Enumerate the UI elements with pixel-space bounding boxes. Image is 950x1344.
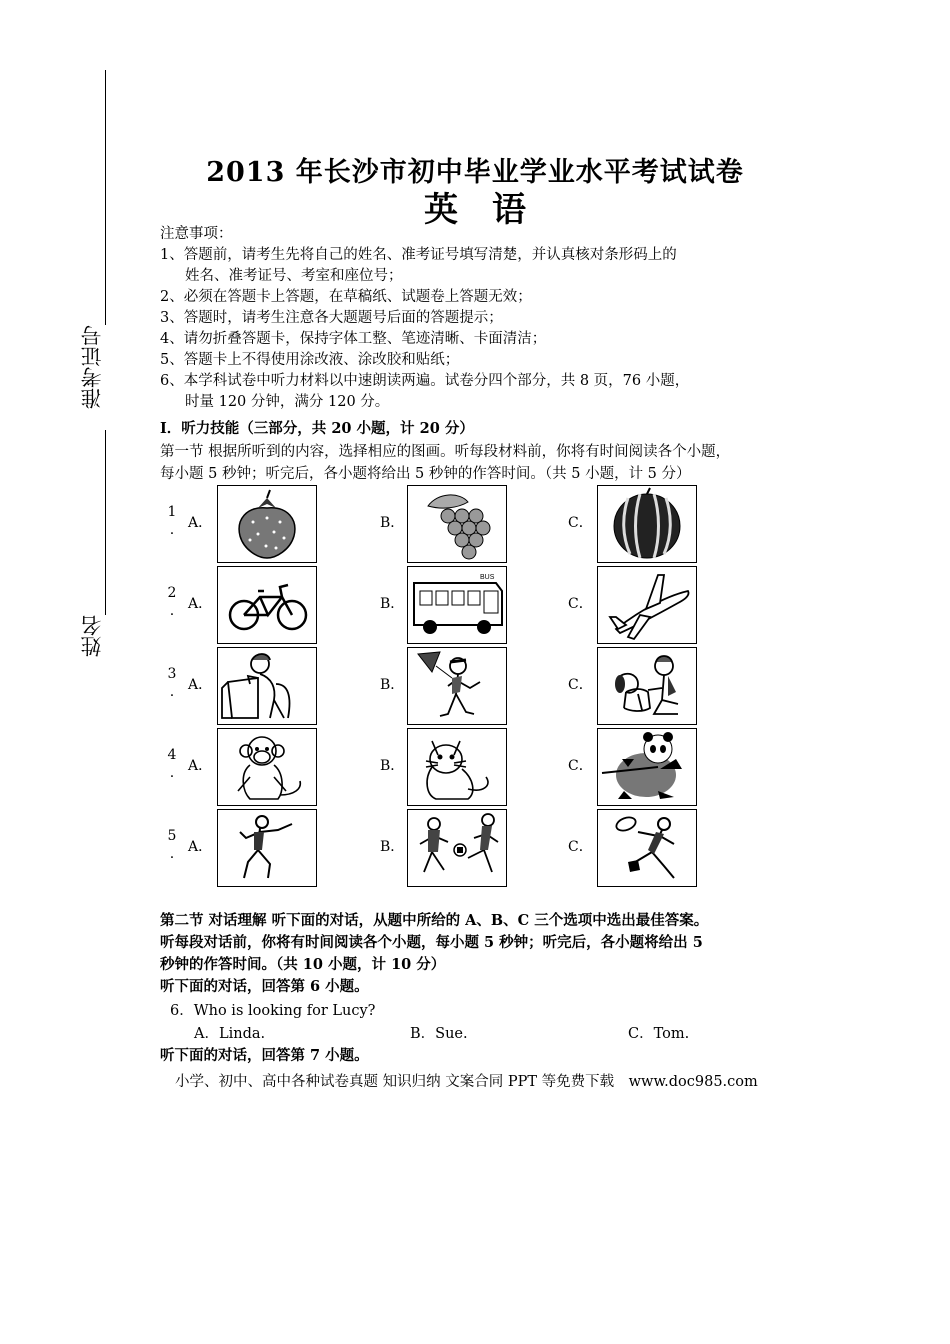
section2-line: 听每段对话前，你将有时间阅读各个小题，每小题 5 秒钟；听完后，各小题将给出 5: [160, 934, 703, 951]
question-6: 6．Who is looking for Lucy?: [170, 1003, 376, 1019]
monkey-icon: [218, 729, 316, 805]
airplane-icon: [598, 567, 696, 643]
rugby-icon: [598, 810, 696, 886]
question-6-option-c[interactable]: C．Tom.: [628, 1026, 690, 1042]
option-picture[interactable]: [407, 647, 507, 725]
subject-title: 英 语: [424, 190, 526, 230]
boy-writing-icon: [218, 648, 316, 724]
notice-block: [160, 224, 820, 413]
runner-icon: [218, 810, 316, 886]
soccer-icon: [408, 810, 506, 886]
option-letter: C．: [568, 515, 593, 531]
option-picture[interactable]: [597, 485, 697, 563]
notice-item: 6、本学科试卷中听力材料以中速朗读两遍。试卷分四个部分，共 8 页，76 小题，: [160, 373, 690, 389]
footer-note: 小学、初中、高中各种试卷真题 知识归纳 文案合同 PPT 等免费下载 www.doc985.com: [175, 1074, 758, 1090]
name-line: [105, 430, 106, 615]
bus-icon: [408, 567, 506, 643]
option-picture[interactable]: [597, 728, 697, 806]
option-letter: A．: [188, 677, 213, 693]
option-letter: B．: [380, 677, 405, 693]
notice-item: 3、答题时，请考生注意各大题题号后面的答题提示；: [160, 310, 503, 326]
section1-line: 第一节 根据所听到的内容，选择相应的图画。听每段材料前，你将有时间阅读各个小题，: [160, 444, 731, 460]
picture-question-1: [160, 485, 720, 563]
notice-item: 2、必须在答题卡上答题，在草稿纸、试题卷上答题无效；: [160, 289, 532, 305]
question-number: 2 .: [167, 585, 177, 619]
question-number: 1 .: [167, 504, 177, 538]
option-letter: A．: [188, 596, 213, 612]
option-letter: A．: [188, 758, 213, 774]
option-picture[interactable]: [217, 809, 317, 887]
option-letter: A．: [188, 515, 213, 531]
notice-item: 4、请勿折叠答题卡，保持字体工整、笔迹清晰、卡面清洁；: [160, 331, 547, 347]
option-picture[interactable]: [597, 809, 697, 887]
picture-question-4: [160, 728, 720, 806]
section2-line: 第二节 对话理解 听下面的对话，从题中所给的 A、B、C 三个选项中选出最佳答案。: [160, 912, 709, 929]
option-letter: C．: [568, 677, 593, 693]
name-label: 姓名: [80, 615, 104, 657]
picture-question-2: [160, 566, 720, 644]
section2-instruction: [160, 910, 840, 998]
bicycle-icon: [218, 567, 316, 643]
option-letter: B．: [380, 758, 405, 774]
strawberry-icon: [218, 486, 316, 562]
section1-instruction: [160, 441, 810, 485]
option-letter: B．: [380, 839, 405, 855]
notice-heading: 注意事项：: [160, 226, 233, 242]
question-number: 4 .: [167, 747, 177, 781]
section2-line: 秒钟的作答时间。（共 10 小题，计 10 分）: [160, 956, 446, 973]
option-picture[interactable]: [407, 809, 507, 887]
option-picture[interactable]: [217, 647, 317, 725]
option-picture[interactable]: [407, 566, 507, 644]
option-letter: C．: [568, 758, 593, 774]
option-picture[interactable]: [597, 566, 697, 644]
boy-dog-icon: [598, 648, 696, 724]
option-letter: B．: [380, 596, 405, 612]
option-picture[interactable]: [217, 485, 317, 563]
option-picture[interactable]: [217, 566, 317, 644]
question-number: 5 .: [167, 828, 177, 862]
notice-item: 时量 120 分钟，满分 120 分。: [185, 394, 390, 410]
boy-kite-icon: [408, 648, 506, 724]
notice-item: 1、答题前，请考生先将自己的姓名、准考证号填写清楚，并认真核对条形码上的: [160, 247, 677, 263]
option-picture[interactable]: [217, 728, 317, 806]
option-letter: A．: [188, 839, 213, 855]
panda-icon: [598, 729, 696, 805]
picture-question-3: [160, 647, 720, 725]
question7-intro: 听下面的对话，回答第 7 小题。: [160, 1047, 369, 1064]
svg-text:BUS: BUS: [480, 574, 495, 581]
option-picture[interactable]: [407, 728, 507, 806]
watermelon-icon: [598, 486, 696, 562]
option-letter: C．: [568, 839, 593, 855]
part1-title: I．听力技能（三部分，共 20 小题，计 20 分）: [160, 420, 474, 437]
option-letter: B．: [380, 515, 405, 531]
question-6-option-a[interactable]: A．Linda.: [194, 1026, 266, 1042]
option-picture[interactable]: [407, 485, 507, 563]
exam-title: 2013 年长沙市初中毕业学业水平考试试卷: [206, 157, 744, 188]
option-letter: C．: [568, 596, 593, 612]
question-6-option-b[interactable]: B．Sue.: [410, 1026, 468, 1042]
question6-intro: 听下面的对话，回答第 6 小题。: [160, 978, 369, 995]
grapes-icon: [408, 486, 506, 562]
option-picture[interactable]: [597, 647, 697, 725]
notice-item: 5、答题卡上不得使用涂改液、涂改胶和贴纸；: [160, 352, 460, 368]
cat-icon: [408, 729, 506, 805]
picture-question-5: [160, 809, 720, 887]
exam-number-label: 准考证号: [80, 325, 104, 409]
question-number: 3 .: [167, 666, 177, 700]
section1-line: 每小题 5 秒钟；听完后，各小题将给出 5 秒钟的作答时间。（共 5 小题，计 5 分）: [160, 466, 691, 482]
notice-item: 姓名、准考证号、考室和座位号；: [185, 268, 403, 284]
